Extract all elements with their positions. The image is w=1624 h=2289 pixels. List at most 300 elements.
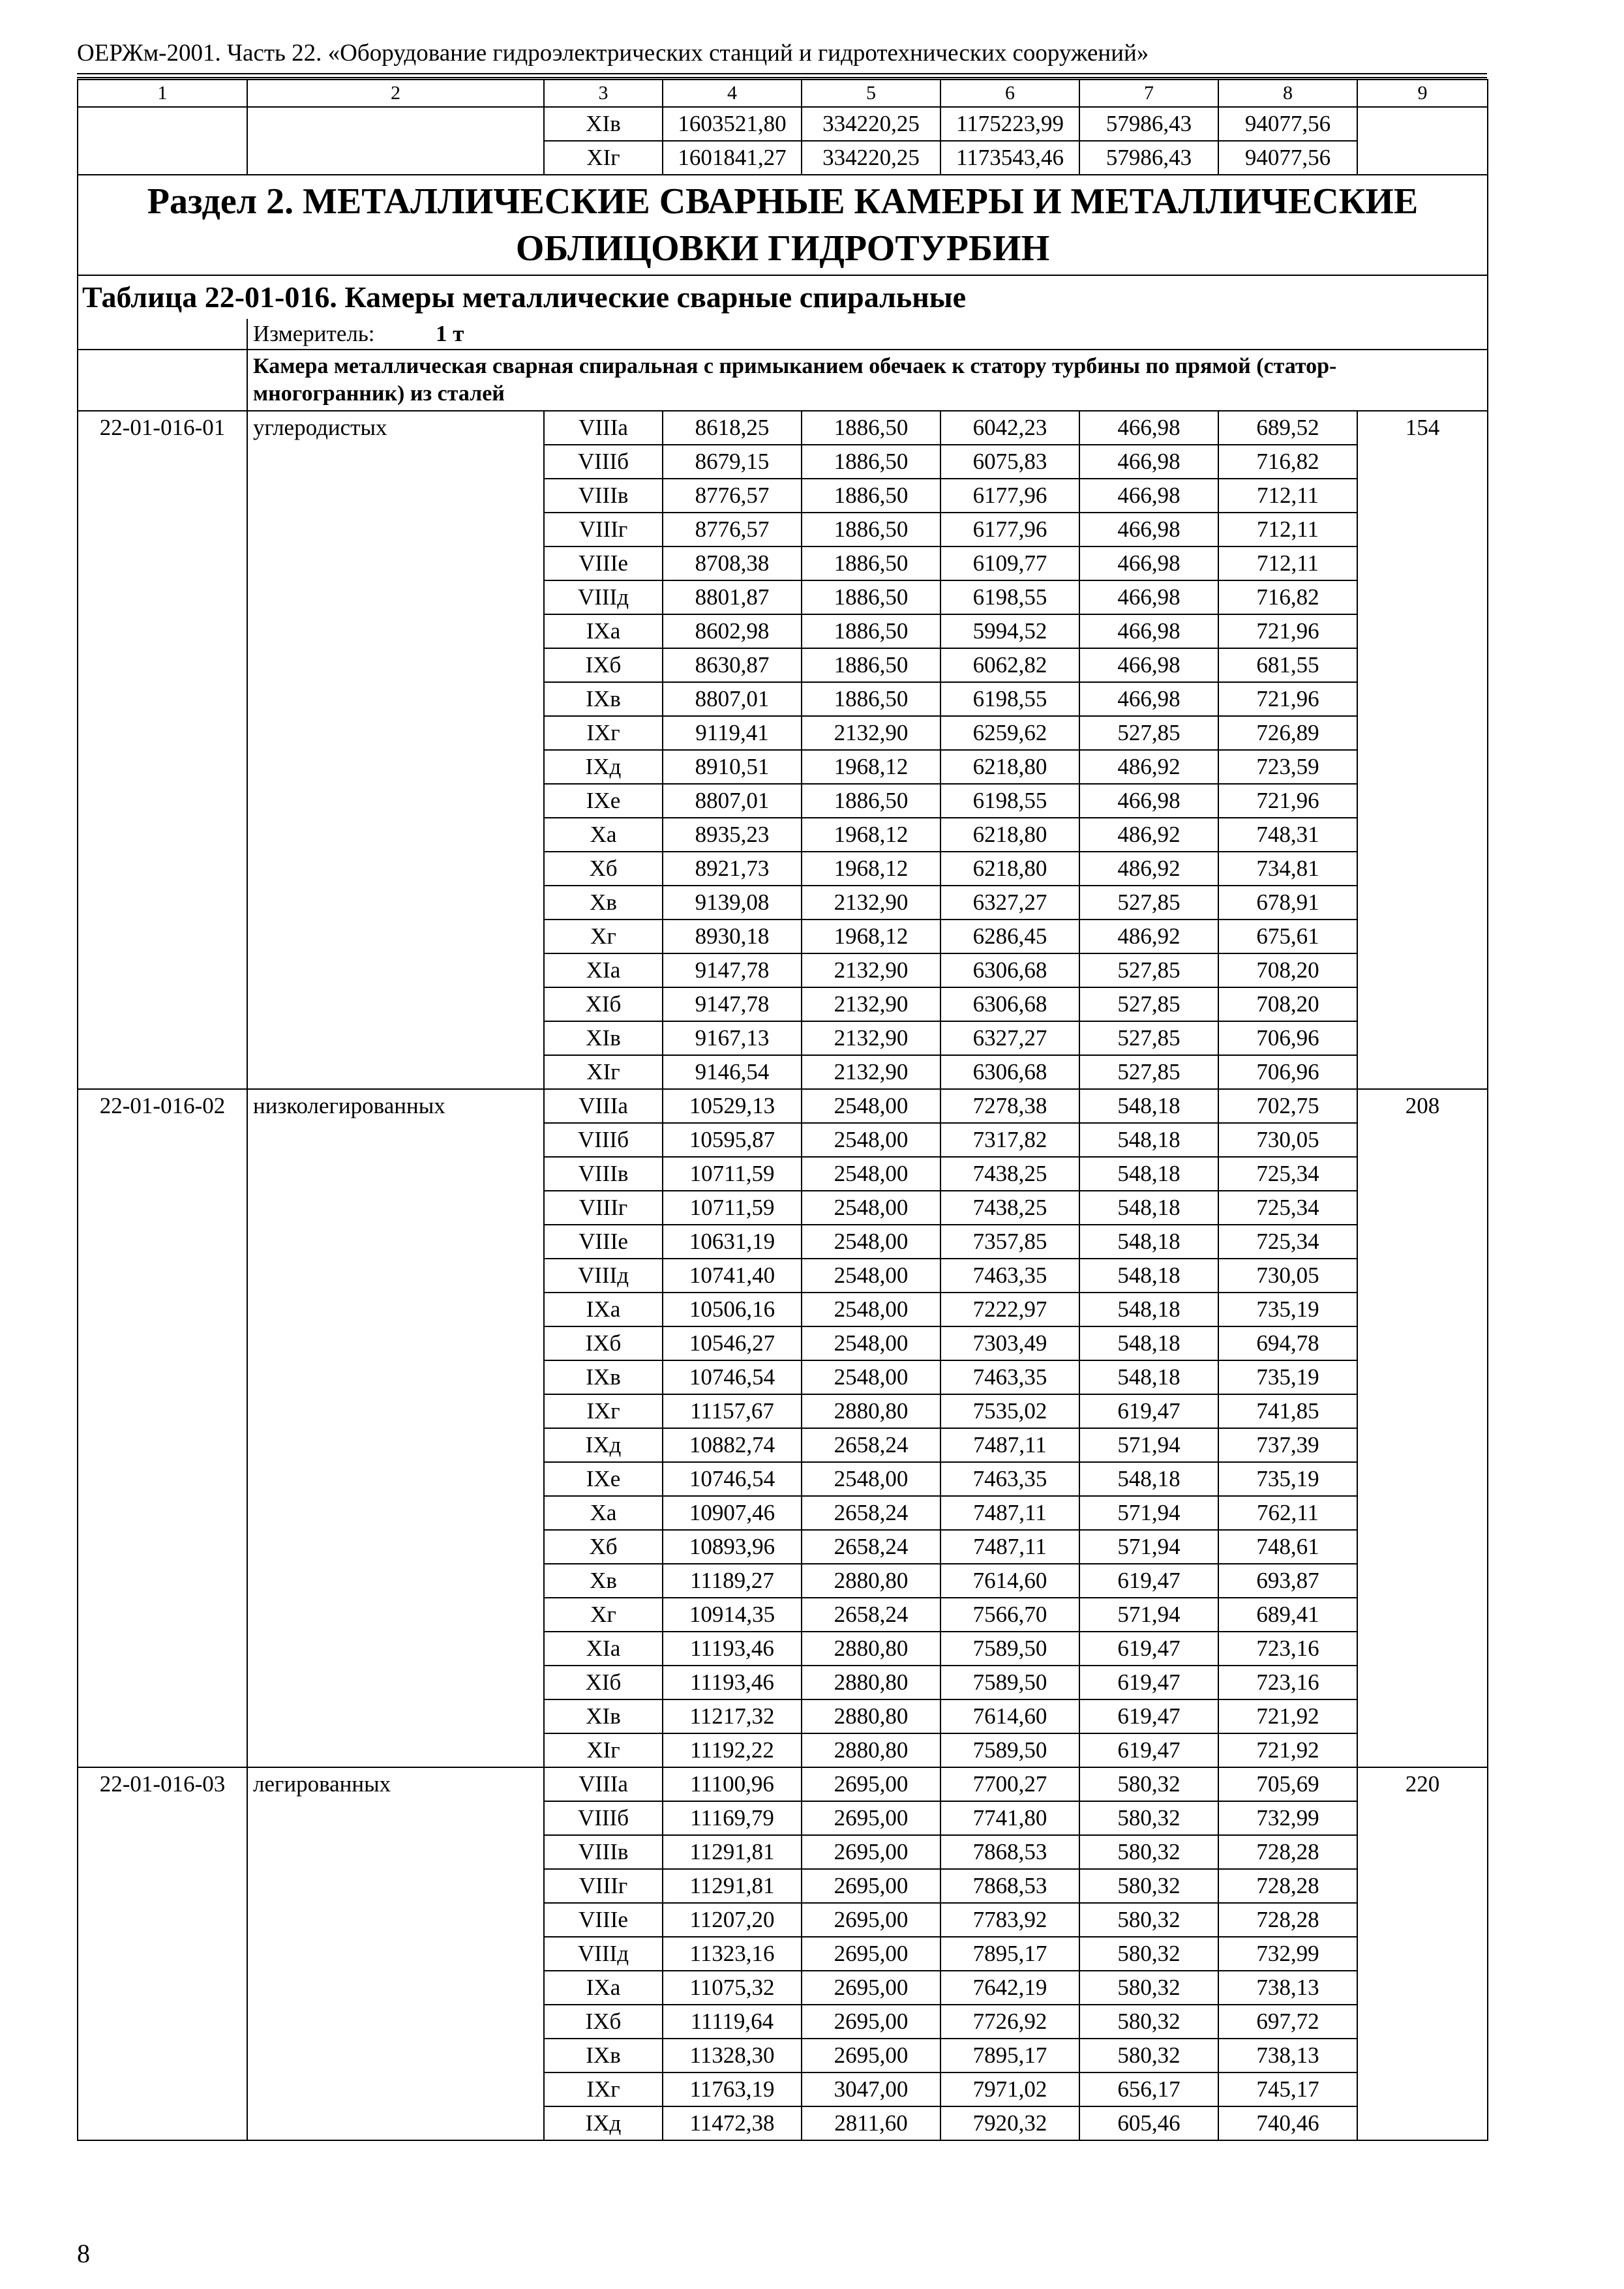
value-cell-4: 10595,87 [663, 1123, 802, 1157]
column-number-row [78, 80, 1488, 107]
value-cell-4: 11207,20 [663, 1903, 802, 1937]
value-cell-8: 738,13 [1218, 1971, 1357, 2005]
category-cell: VIIIг [544, 1191, 663, 1225]
value-cell-8: 725,34 [1218, 1157, 1357, 1191]
value-cell-5: 2548,00 [802, 1326, 940, 1360]
value-cell-4: 10882,74 [663, 1428, 802, 1462]
category-cell: VIIIа [544, 1089, 663, 1123]
value-cell-4: 11119,64 [663, 2005, 802, 2039]
category-cell: IXа [544, 1293, 663, 1326]
value-cell-4: 11217,32 [663, 1699, 802, 1733]
value-cell-8: 737,39 [1218, 1428, 1357, 1462]
running-header: ОЕРЖм-2001. Часть 22. «Оборудование гидроэлектрических станций и гидротехнических сооружений» [77, 40, 1149, 67]
value-cell-7: 527,85 [1079, 1021, 1218, 1055]
value-cell-4: 10741,40 [663, 1259, 802, 1293]
value-cell-7: 580,32 [1079, 1801, 1218, 1835]
value-cell-7: 548,18 [1079, 1326, 1218, 1360]
value-cell-5: 1968,12 [802, 750, 940, 784]
value-cell-7: 57986,43 [1079, 107, 1218, 141]
value-cell-5: 2132,90 [802, 953, 940, 987]
category-cell: VIIIе [544, 1225, 663, 1259]
value-cell-5: 2548,00 [802, 1123, 940, 1157]
table-title: Таблица 22-01-016. Камеры металлические сварные спиральные [78, 275, 1488, 319]
measure-value: 1 т [436, 321, 464, 346]
category-cell: Xг [544, 920, 663, 953]
value-cell-8: 732,99 [1218, 1801, 1357, 1835]
value-cell-7: 548,18 [1079, 1157, 1218, 1191]
category-cell: XIб [544, 1666, 663, 1699]
value-cell-7: 548,18 [1079, 1191, 1218, 1225]
category-cell: IXг [544, 2072, 663, 2106]
value-cell-5: 2880,80 [802, 1564, 940, 1598]
rates-table [77, 79, 1488, 2141]
value-cell-8: 721,92 [1218, 1699, 1357, 1733]
value-cell-8: 734,81 [1218, 852, 1357, 886]
value-cell-8: 689,41 [1218, 1598, 1357, 1632]
value-cell-4: 8618,25 [663, 411, 802, 445]
value-cell-5: 2695,00 [802, 1903, 940, 1937]
value-cell-5: 2695,00 [802, 1869, 940, 1903]
value-cell-8: 738,13 [1218, 2039, 1357, 2072]
category-cell: XIг [544, 141, 663, 175]
value-cell-6: 6218,80 [940, 750, 1079, 784]
value-cell-7: 486,92 [1079, 920, 1218, 953]
category-cell: IXб [544, 648, 663, 682]
value-cell-4: 11328,30 [663, 2039, 802, 2072]
value-cell-5: 2880,80 [802, 1666, 940, 1699]
value-cell-4: 11100,96 [663, 1767, 802, 1801]
category-cell: IXг [544, 716, 663, 750]
header-rule-bottom [77, 77, 1487, 78]
value-cell-7: 466,98 [1079, 784, 1218, 818]
value-cell-6: 6042,23 [940, 411, 1079, 445]
value-cell-7: 548,18 [1079, 1225, 1218, 1259]
value-cell-8: 732,99 [1218, 1937, 1357, 1971]
value-cell-6: 7741,80 [940, 1801, 1079, 1835]
value-cell-6: 7868,53 [940, 1835, 1079, 1869]
value-cell-6: 6218,80 [940, 852, 1079, 886]
category-cell: VIIIа [544, 1767, 663, 1801]
value-cell-6: 7487,11 [940, 1496, 1079, 1530]
value-cell-6: 6198,55 [940, 580, 1079, 614]
value-cell-7: 486,92 [1079, 818, 1218, 852]
value-cell-7: 619,47 [1079, 1394, 1218, 1428]
value-cell-8: 735,19 [1218, 1293, 1357, 1326]
value-cell-6: 6075,83 [940, 445, 1079, 479]
value-cell-5: 334220,25 [802, 141, 940, 175]
value-cell-4: 9139,08 [663, 886, 802, 920]
value-cell-5: 2132,90 [802, 1055, 940, 1089]
value-cell-7: 548,18 [1079, 1089, 1218, 1123]
value-cell-8: 725,34 [1218, 1191, 1357, 1225]
rate-code: 22-01-016-03 [78, 1767, 247, 2140]
value-cell-5: 2811,60 [802, 2106, 940, 2140]
value-cell-4: 11169,79 [663, 1801, 802, 1835]
header-rule-top [77, 73, 1487, 74]
category-cell: XIб [544, 987, 663, 1021]
value-cell-4: 11192,22 [663, 1733, 802, 1767]
category-cell: XIв [544, 1699, 663, 1733]
value-cell-8: 94077,56 [1218, 141, 1357, 175]
value-cell-4: 10914,35 [663, 1598, 802, 1632]
value-cell-7: 619,47 [1079, 1733, 1218, 1767]
value-cell-8: 721,92 [1218, 1733, 1357, 1767]
value-cell-5: 2548,00 [802, 1089, 940, 1123]
measure-row [78, 319, 1488, 350]
value-cell-6: 6327,27 [940, 1021, 1079, 1055]
value-cell-4: 8630,87 [663, 648, 802, 682]
value-cell-6: 7614,60 [940, 1699, 1079, 1733]
value-cell-6: 6177,96 [940, 513, 1079, 546]
value-cell-4: 11291,81 [663, 1869, 802, 1903]
description-spacer [78, 350, 247, 411]
value-cell-4: 11472,38 [663, 2106, 802, 2140]
col-num-5: 5 [802, 80, 940, 107]
category-cell: IXв [544, 2039, 663, 2072]
value-cell-7: 486,92 [1079, 852, 1218, 886]
description-row [78, 350, 1488, 411]
col-num-2: 2 [247, 80, 544, 107]
value-cell-5: 2132,90 [802, 886, 940, 920]
value-cell-4: 8679,15 [663, 445, 802, 479]
col-num-3: 3 [544, 80, 663, 107]
category-cell: VIIIд [544, 580, 663, 614]
value-cell-5: 1886,50 [802, 580, 940, 614]
value-cell-7: 656,17 [1079, 2072, 1218, 2106]
category-cell: VIIIб [544, 1801, 663, 1835]
value-cell-5: 2695,00 [802, 1937, 940, 1971]
category-cell: IXв [544, 682, 663, 716]
category-cell: XIг [544, 1055, 663, 1089]
value-cell-6: 6198,55 [940, 682, 1079, 716]
value-cell-8: 712,11 [1218, 513, 1357, 546]
value-cell-5: 2695,00 [802, 2005, 940, 2039]
section-heading-row [78, 175, 1488, 275]
value-cell-8: 702,75 [1218, 1089, 1357, 1123]
category-cell: XIа [544, 953, 663, 987]
col-num-6: 6 [940, 80, 1079, 107]
value-cell-4: 11189,27 [663, 1564, 802, 1598]
category-cell: IXв [544, 1360, 663, 1394]
measure-cell [247, 319, 1488, 350]
value-cell-5: 2658,24 [802, 1496, 940, 1530]
value-cell-6: 6286,45 [940, 920, 1079, 953]
category-cell: IXд [544, 1428, 663, 1462]
value-cell-6: 7783,92 [940, 1903, 1079, 1937]
value-cell-4: 10907,46 [663, 1496, 802, 1530]
category-cell: IXа [544, 1971, 663, 2005]
value-cell-7: 466,98 [1079, 411, 1218, 445]
value-cell-5: 2880,80 [802, 1733, 940, 1767]
category-cell: IXе [544, 1462, 663, 1496]
col-num-4: 4 [663, 80, 802, 107]
value-cell-6: 7589,50 [940, 1733, 1079, 1767]
value-cell-7: 527,85 [1079, 716, 1218, 750]
value-cell-5: 2548,00 [802, 1191, 940, 1225]
category-cell: Xв [544, 886, 663, 920]
value-cell-7: 466,98 [1079, 648, 1218, 682]
value-cell-6: 7438,25 [940, 1191, 1079, 1225]
value-cell-7: 466,98 [1079, 546, 1218, 580]
measure-label: Измеритель: [253, 321, 375, 346]
value-cell-7: 527,85 [1079, 886, 1218, 920]
value-cell-8: 735,19 [1218, 1462, 1357, 1496]
value-cell-8: 694,78 [1218, 1326, 1357, 1360]
value-cell-5: 2548,00 [802, 1259, 940, 1293]
value-cell-7: 548,18 [1079, 1259, 1218, 1293]
value-cell-6: 7895,17 [940, 2039, 1079, 2072]
value-cell-6: 7971,02 [940, 2072, 1079, 2106]
value-cell-5: 2695,00 [802, 1835, 940, 1869]
measure-spacer [78, 319, 247, 350]
value-cell-8: 689,52 [1218, 411, 1357, 445]
table-description: Камера металлическая сварная спиральная с примыканием обечаек к статору турбины по прямой (статор-многогранник) из сталей [247, 350, 1488, 411]
category-cell: IXб [544, 2005, 663, 2039]
value-cell-7: 466,98 [1079, 479, 1218, 513]
col-num-1: 1 [78, 80, 247, 107]
col-num-7: 7 [1079, 80, 1218, 107]
value-cell-6: 7589,50 [940, 1632, 1079, 1666]
value-cell-8: 697,72 [1218, 2005, 1357, 2039]
value-cell-5: 2658,24 [802, 1428, 940, 1462]
value-cell-5: 2658,24 [802, 1598, 940, 1632]
value-cell-6: 6177,96 [940, 479, 1079, 513]
value-cell-4: 11323,16 [663, 1937, 802, 1971]
value-cell-7: 466,98 [1079, 580, 1218, 614]
value-cell-4: 8930,18 [663, 920, 802, 953]
table-row [78, 411, 1488, 445]
value-cell-6: 6198,55 [940, 784, 1079, 818]
value-cell-4: 9147,78 [663, 987, 802, 1021]
value-cell-5: 2658,24 [802, 1530, 940, 1564]
table-row [78, 1767, 1488, 1801]
category-cell: IXб [544, 1326, 663, 1360]
value-cell-8: 94077,56 [1218, 107, 1357, 141]
value-cell-4: 9146,54 [663, 1055, 802, 1089]
value-cell-6: 7463,35 [940, 1462, 1079, 1496]
value-cell-8: 735,19 [1218, 1360, 1357, 1394]
value-cell-7: 466,98 [1079, 682, 1218, 716]
value-cell-6: 6218,80 [940, 818, 1079, 852]
value-cell-8: 706,96 [1218, 1021, 1357, 1055]
value-cell-6: 6306,68 [940, 1055, 1079, 1089]
category-cell: VIIIд [544, 1259, 663, 1293]
value-cell-6: 7868,53 [940, 1869, 1079, 1903]
carryover-col9-cell [1357, 107, 1488, 175]
value-cell-4: 10746,54 [663, 1360, 802, 1394]
value-cell-4: 11193,46 [663, 1666, 802, 1699]
value-cell-4: 10746,54 [663, 1462, 802, 1496]
value-cell-6: 7317,82 [940, 1123, 1079, 1157]
value-cell-6: 7566,70 [940, 1598, 1079, 1632]
value-cell-4: 11291,81 [663, 1835, 802, 1869]
col9-value: 154 [1357, 411, 1488, 1089]
value-cell-6: 7463,35 [940, 1360, 1079, 1394]
value-cell-6: 6259,62 [940, 716, 1079, 750]
value-cell-8: 706,96 [1218, 1055, 1357, 1089]
value-cell-8: 678,91 [1218, 886, 1357, 920]
value-cell-8: 693,87 [1218, 1564, 1357, 1598]
value-cell-5: 2132,90 [802, 1021, 940, 1055]
col-num-9: 9 [1357, 80, 1488, 107]
value-cell-8: 726,89 [1218, 716, 1357, 750]
value-cell-8: 681,55 [1218, 648, 1357, 682]
value-cell-8: 705,69 [1218, 1767, 1357, 1801]
value-cell-7: 548,18 [1079, 1462, 1218, 1496]
category-cell: VIIIб [544, 445, 663, 479]
value-cell-5: 1886,50 [802, 648, 940, 682]
category-cell: VIIIв [544, 1157, 663, 1191]
category-cell: XIа [544, 1632, 663, 1666]
value-cell-4: 9167,13 [663, 1021, 802, 1055]
value-cell-7: 548,18 [1079, 1293, 1218, 1326]
value-cell-7: 571,94 [1079, 1530, 1218, 1564]
value-cell-7: 527,85 [1079, 953, 1218, 987]
value-cell-4: 8776,57 [663, 513, 802, 546]
value-cell-5: 2132,90 [802, 716, 940, 750]
value-cell-7: 580,32 [1079, 2039, 1218, 2072]
material-name: углеродистых [247, 411, 544, 1089]
category-cell: Xг [544, 1598, 663, 1632]
value-cell-5: 2695,00 [802, 2039, 940, 2072]
category-cell: XIв [544, 1021, 663, 1055]
category-cell: IXе [544, 784, 663, 818]
category-cell: VIIIг [544, 513, 663, 546]
carryover-material-cell [247, 107, 544, 175]
value-cell-6: 7357,85 [940, 1225, 1079, 1259]
col-num-8: 8 [1218, 80, 1357, 107]
value-cell-4: 10711,59 [663, 1191, 802, 1225]
value-cell-4: 8807,01 [663, 682, 802, 716]
value-cell-8: 745,17 [1218, 2072, 1357, 2106]
value-cell-5: 2695,00 [802, 1971, 940, 2005]
rate-code: 22-01-016-01 [78, 411, 247, 1089]
value-cell-5: 1886,50 [802, 614, 940, 648]
value-cell-4: 8935,23 [663, 818, 802, 852]
carryover-row [78, 107, 1488, 141]
value-cell-6: 1175223,99 [940, 107, 1079, 141]
value-cell-5: 1886,50 [802, 546, 940, 580]
value-cell-8: 748,31 [1218, 818, 1357, 852]
category-cell: IXг [544, 1394, 663, 1428]
value-cell-6: 7895,17 [940, 1937, 1079, 1971]
value-cell-5: 2548,00 [802, 1225, 940, 1259]
value-cell-6: 6327,27 [940, 886, 1079, 920]
value-cell-8: 730,05 [1218, 1123, 1357, 1157]
value-cell-5: 2132,90 [802, 987, 940, 1021]
value-cell-4: 10506,16 [663, 1293, 802, 1326]
category-cell: VIIIб [544, 1123, 663, 1157]
value-cell-8: 708,20 [1218, 953, 1357, 987]
value-cell-6: 7487,11 [940, 1428, 1079, 1462]
value-cell-4: 1601841,27 [663, 141, 802, 175]
value-cell-8: 723,16 [1218, 1632, 1357, 1666]
value-cell-8: 728,28 [1218, 1903, 1357, 1937]
value-cell-7: 57986,43 [1079, 141, 1218, 175]
value-cell-4: 10631,19 [663, 1225, 802, 1259]
value-cell-4: 10529,13 [663, 1089, 802, 1123]
value-cell-5: 1886,50 [802, 784, 940, 818]
value-cell-5: 1886,50 [802, 513, 940, 546]
value-cell-7: 527,85 [1079, 1055, 1218, 1089]
category-cell: Xв [544, 1564, 663, 1598]
value-cell-6: 7438,25 [940, 1157, 1079, 1191]
value-cell-5: 2548,00 [802, 1293, 940, 1326]
value-cell-4: 11075,32 [663, 1971, 802, 2005]
value-cell-7: 580,32 [1079, 2005, 1218, 2039]
value-cell-7: 466,98 [1079, 614, 1218, 648]
value-cell-7: 605,46 [1079, 2106, 1218, 2140]
value-cell-7: 466,98 [1079, 445, 1218, 479]
value-cell-5: 2880,80 [802, 1394, 940, 1428]
category-cell: VIIIа [544, 411, 663, 445]
value-cell-5: 334220,25 [802, 107, 940, 141]
value-cell-7: 619,47 [1079, 1632, 1218, 1666]
value-cell-4: 8602,98 [663, 614, 802, 648]
category-cell: XIв [544, 107, 663, 141]
value-cell-7: 580,32 [1079, 1869, 1218, 1903]
value-cell-7: 571,94 [1079, 1496, 1218, 1530]
value-cell-8: 712,11 [1218, 546, 1357, 580]
value-cell-6: 7700,27 [940, 1767, 1079, 1801]
value-cell-8: 708,20 [1218, 987, 1357, 1021]
value-cell-5: 1968,12 [802, 818, 940, 852]
value-cell-5: 2695,00 [802, 1801, 940, 1835]
value-cell-7: 580,32 [1079, 1767, 1218, 1801]
category-cell: VIIIв [544, 1835, 663, 1869]
value-cell-5: 2548,00 [802, 1462, 940, 1496]
value-cell-8: 723,59 [1218, 750, 1357, 784]
value-cell-4: 8801,87 [663, 580, 802, 614]
value-cell-6: 6062,82 [940, 648, 1079, 682]
value-cell-6: 6306,68 [940, 987, 1079, 1021]
value-cell-6: 7589,50 [940, 1666, 1079, 1699]
value-cell-8: 740,46 [1218, 2106, 1357, 2140]
value-cell-4: 1603521,80 [663, 107, 802, 141]
value-cell-4: 9147,78 [663, 953, 802, 987]
value-cell-7: 571,94 [1079, 1428, 1218, 1462]
value-cell-6: 7463,35 [940, 1259, 1079, 1293]
value-cell-5: 2548,00 [802, 1157, 940, 1191]
col9-value: 208 [1357, 1089, 1488, 1767]
value-cell-6: 6109,77 [940, 546, 1079, 580]
value-cell-7: 619,47 [1079, 1564, 1218, 1598]
value-cell-8: 741,85 [1218, 1394, 1357, 1428]
value-cell-4: 11157,67 [663, 1394, 802, 1428]
category-cell: IXд [544, 2106, 663, 2140]
value-cell-5: 1886,50 [802, 479, 940, 513]
value-cell-7: 527,85 [1079, 987, 1218, 1021]
value-cell-6: 7920,32 [940, 2106, 1079, 2140]
value-cell-7: 466,98 [1079, 513, 1218, 546]
value-cell-7: 548,18 [1079, 1360, 1218, 1394]
value-cell-8: 762,11 [1218, 1496, 1357, 1530]
category-cell: VIIIе [544, 1903, 663, 1937]
value-cell-5: 1968,12 [802, 920, 940, 953]
value-cell-5: 2695,00 [802, 1767, 940, 1801]
category-cell: XIг [544, 1733, 663, 1767]
value-cell-5: 2880,80 [802, 1632, 940, 1666]
value-cell-5: 1886,50 [802, 682, 940, 716]
value-cell-6: 7614,60 [940, 1564, 1079, 1598]
value-cell-5: 3047,00 [802, 2072, 940, 2106]
value-cell-6: 7278,38 [940, 1089, 1079, 1123]
value-cell-4: 9119,41 [663, 716, 802, 750]
category-cell: Xб [544, 1530, 663, 1564]
category-cell: Xа [544, 818, 663, 852]
value-cell-8: 675,61 [1218, 920, 1357, 953]
value-cell-4: 8910,51 [663, 750, 802, 784]
